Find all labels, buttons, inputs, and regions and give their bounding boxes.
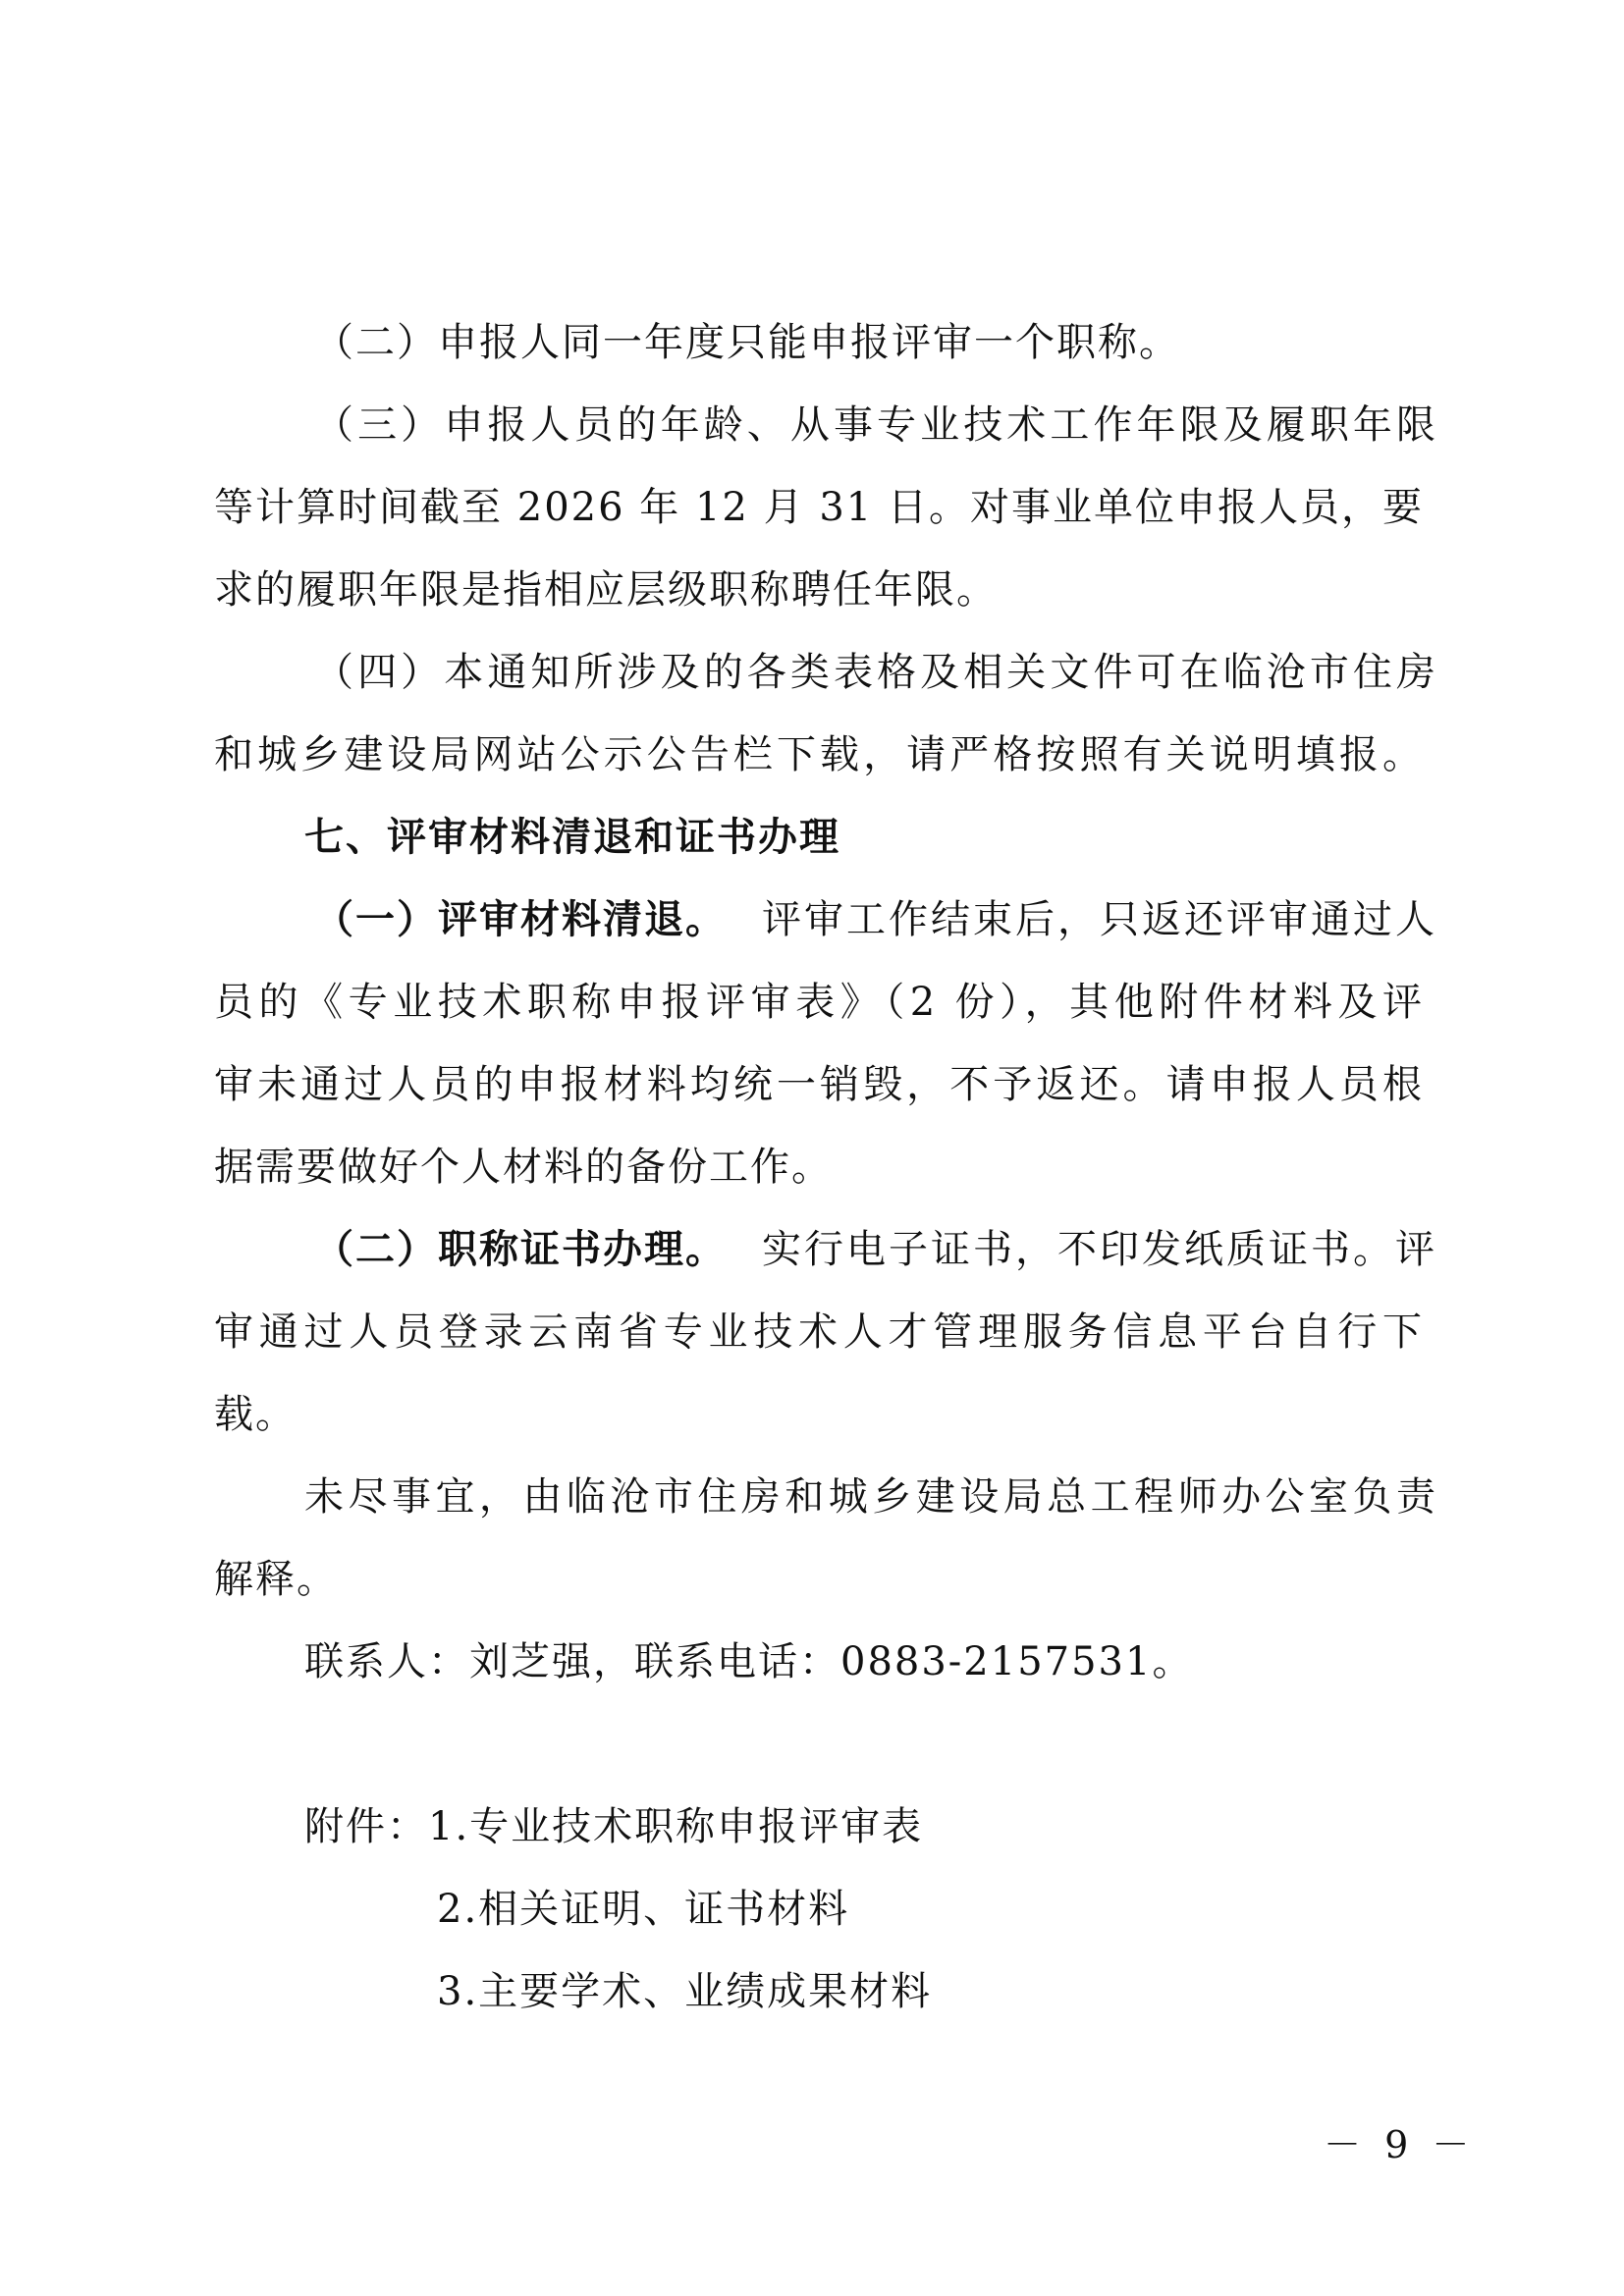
paragraph-line: （二）申报人同一年度只能申报评审一个职称。 [314, 320, 1180, 365]
paragraph-lead: （二）职称证书办理。 [314, 1227, 727, 1272]
section-heading: 七、评审材料清退和证书办理 [304, 815, 840, 860]
paragraph-line [314, 892, 1437, 947]
page-number: － 9 － [1324, 2123, 1476, 2166]
paragraph-line: （三）申报人员的年龄、从事专业技术工作年限及履职年限 [314, 402, 1437, 448]
attachment-item: 3.主要学术、业绩成果材料 [437, 1969, 933, 2014]
paragraph-line: 等计算时间截至 2026 年 12 月 31 日。对事业单位申报人员，要 [214, 485, 1424, 530]
contact-line: 联系人：刘芝强，联系电话：0883-2157531。 [304, 1639, 1194, 1684]
paragraph-line: 审通过人员登录云南省专业技术人才管理服务信息平台自行下 [214, 1309, 1424, 1355]
paragraph-line: 载。 [214, 1392, 297, 1437]
paragraph-line: 解释。 [214, 1557, 338, 1602]
attachment-item: 2.相关证明、证书材料 [437, 1887, 850, 1932]
paragraph-lead: （一）评审材料清退。 [314, 897, 727, 942]
paragraph-line [314, 1222, 1437, 1277]
paragraph-text: 实行电子证书，不印发纸质证书。评 [762, 1227, 1437, 1272]
attachment-item: 附件：1.专业技术职称申报评审表 [304, 1804, 924, 1849]
paragraph-line: 员的《专业技术职称申报评审表》（2 份），其他附件材料及评 [214, 980, 1424, 1025]
paragraph-line: 求的履职年限是指相应层级职称聘任年限。 [214, 567, 998, 613]
paragraph-line: 据需要做好个人材料的备份工作。 [214, 1145, 833, 1190]
paragraph-text: 评审工作结束后，只返还评审通过人 [762, 897, 1437, 942]
paragraph-line: 和城乡建设局网站公示公告栏下载，请严格按照有关说明填报。 [214, 732, 1424, 777]
paragraph-line: 未尽事宜，由临沧市住房和城乡建设局总工程师办公室负责 [304, 1474, 1437, 1520]
paragraph-line: （四）本通知所涉及的各类表格及相关文件可在临沧市住房 [314, 650, 1437, 695]
paragraph-line: 审未通过人员的申报材料均统一销毁，不予返还。请申报人员根 [214, 1062, 1424, 1107]
